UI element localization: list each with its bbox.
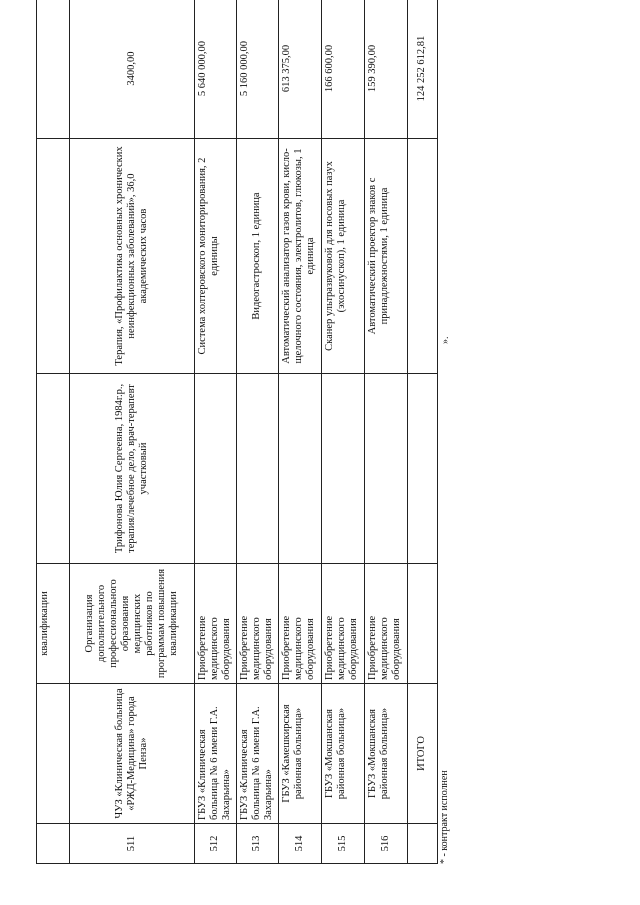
cell-person: Трифонова Юлия Сергеевна, 1984г.р., терапия/лечебное дело, врач-терапевт участковый [70, 374, 195, 564]
cell-person [279, 374, 322, 564]
table-row [365, 0, 408, 864]
table-row [237, 0, 279, 864]
cell-num: 515 [322, 824, 365, 864]
cell-person [37, 374, 70, 564]
cell-item [408, 139, 438, 374]
rotated-page [36, 0, 576, 864]
cell-direction: Приобретение медицинского оборудования [279, 564, 322, 684]
cell-sum [37, 0, 70, 139]
cell-person [195, 374, 237, 564]
cell-num [408, 824, 438, 864]
cell-direction: Приобретение медицинского оборудования [195, 564, 237, 684]
cell-num: 516 [365, 824, 408, 864]
cell-org: ГБУЗ «Мокшанская районная больница» [365, 684, 408, 824]
cell-sum: 613 375,00 [279, 0, 322, 139]
cell-sum: 3400,00 [70, 0, 195, 139]
cell-person [365, 374, 408, 564]
footnote: * - контракт исполнен [439, 770, 450, 864]
cell-item: Автоматический анализатор газов крови, кисло-щелочного состояния, электролитов, глюкозы, 1 единица [279, 139, 322, 374]
cell-num: 511 [70, 824, 195, 864]
cell-direction [408, 564, 438, 684]
cell-sum: 5 160 000,00 [237, 0, 279, 139]
cell-org [37, 684, 70, 824]
cell-num [37, 824, 70, 864]
cell-org: ЧУЗ «Клиническая больница «РЖД-Медицина» города Пенза» [70, 684, 195, 824]
cell-num: 512 [195, 824, 237, 864]
table-row [195, 0, 237, 864]
cell-direction: Приобретение медицинского оборудования [237, 564, 279, 684]
cell-org: ГБУЗ «Камешкирская районная больница» [279, 684, 322, 824]
cell-sum: 159 390,00 [365, 0, 408, 139]
cell-num: 514 [279, 824, 322, 864]
cell-sum: 166 600,00 [322, 0, 365, 139]
cell-sum: 5 640 000,00 [195, 0, 237, 139]
cell-person [322, 374, 365, 564]
cell-item: Видеогастроскоп, 1 единица [237, 139, 279, 374]
table-row [70, 0, 195, 864]
cell-direction: Приобретение медицинского оборудования [365, 564, 408, 684]
cell-item [37, 139, 70, 374]
cell-org: ГБУЗ «Клиническая больница № 6 имени Г.А. Захарьина» [237, 684, 279, 824]
cell-item: Сканер ультразвуковой для носовых пазух (эхосинускоп), 1 единица [322, 139, 365, 374]
table-row [322, 0, 365, 864]
cell-direction: квалификации [37, 564, 70, 684]
cell-org: ГБУЗ «Мокшанская районная больница» [322, 684, 365, 824]
register-table [36, 0, 438, 864]
cell-person [237, 374, 279, 564]
total-label: ИТОГО [408, 684, 438, 824]
cell-item: Автоматический проектор знаков с принадлежностями, 1 единица [365, 139, 408, 374]
table-row-continuation [37, 0, 70, 864]
cell-direction: Организация дополнительного профессионального образования медицинских работников по программам повышения квалификации [70, 564, 195, 684]
closing-quote: ». [440, 336, 451, 344]
table-row [279, 0, 322, 864]
cell-direction: Приобретение медицинского оборудования [322, 564, 365, 684]
total-sum: 124 252 612,81 [408, 0, 438, 139]
cell-person [408, 374, 438, 564]
cell-org: ГБУЗ «Клиническая больница № 6 имени Г.А. Захарьина» [195, 684, 237, 824]
table-row-total [408, 0, 438, 864]
cell-item: Терапия, «Профилактика основных хронических неинфекционных заболеваний», 36,0 академических часов [70, 139, 195, 374]
cell-item: Система холтеровского мониторирования, 2 единицы [195, 139, 237, 374]
cell-num: 513 [237, 824, 279, 864]
